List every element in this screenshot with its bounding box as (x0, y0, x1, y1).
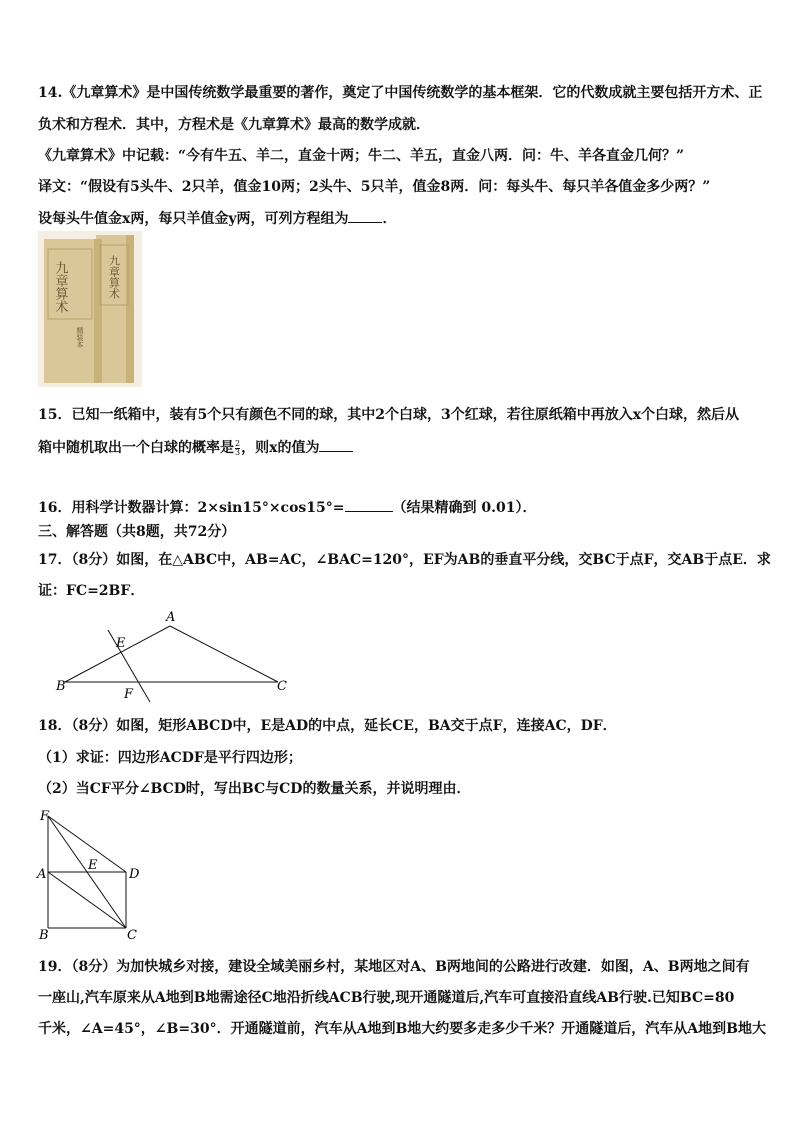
q16-prompt: 16．用科学计数器计算：2×sin15°×cos15°= (38, 500, 345, 516)
q17-figure (40, 604, 290, 708)
q15-line-2 (38, 437, 758, 458)
q15-line-1: 15．已知一纸箱中，装有5个只有颜色不同的球，其中2个白球，3个红球，若往原纸箱中再放入x个白球，然后从 (38, 407, 740, 423)
q19-line-3: 千米，∠A=45°，∠B=30°．开通隧道前，汽车从A地到B地大约要多走多少千米？开通隧道后，汽车从A地到B地大 (38, 1021, 766, 1037)
q16-note: （结果精确到 0.01）． (392, 500, 537, 516)
q17-line-1: 17．（8分）如图，在△ABC中，AB=AC，∠BAC=120°，EF为AB的垂直平分线，交BC于点F，交AB于点E．求 (38, 552, 771, 568)
q15-prompt: 箱中随机取出一个白球的概率是 (38, 440, 234, 456)
q17-label-E: E (116, 636, 126, 651)
q17-label-B: B (56, 679, 66, 694)
q14-prompt: 设每头牛值金x两，每只羊值金y两，可列方程组为 (38, 211, 349, 227)
book-cover-title: 九章算术 (52, 261, 68, 313)
q18-line-3: （2）当CF平分∠BCD时，写出BC与CD的数量关系，并说明理由． (38, 781, 471, 797)
q18-line-1: 18．（8分）如图，矩形ABCD中，E是AD的中点，延长CE，BA交于点F，连接AC，DF． (38, 718, 617, 734)
q19-line-1: 19．（8分）为加快城乡对接，建设全域美丽乡村，某地区对A、B两地间的公路进行改建．如图，A、B两地之间有 (38, 959, 750, 975)
q14-line-1: 14.《九章算术》是中国传统数学最重要的著作，奠定了中国传统数学的基本框架．它的代数成就主要包括开方术、正 (38, 85, 763, 101)
book-volume-2-title: 九章算术 (107, 255, 121, 299)
q15-answer-blank (319, 437, 353, 452)
q16-line-1 (38, 497, 758, 518)
q18-figure (34, 806, 144, 946)
q19-line-2: 一座山,汽车原来从A地到B地需途径C地沿折线ACB行驶,现开通隧道后,汽车可直接沿直线AB行驶.已知BC=80 (38, 990, 735, 1006)
q16-answer-blank (345, 497, 393, 512)
book-photo (38, 231, 142, 387)
book-volume-1-spine (94, 239, 102, 383)
q14-period: ． (382, 211, 397, 227)
q14-line-4: 译文：“假设有5头牛、2只羊，值金10两；2头牛、5只羊，值金8两．问：每头牛、每只羊各值金多少两？” (38, 179, 711, 195)
q14-answer-blank (348, 208, 382, 223)
q17-label-A: A (166, 610, 176, 625)
section-3-title: 三、解答题（共8题，共72分） (38, 524, 236, 540)
q18-label-A: A (37, 867, 47, 882)
q15-prompt-cont: ，则x的值为 (241, 440, 320, 456)
q18-label-D: D (129, 867, 140, 882)
q15-frac-numerator: 2 (235, 438, 241, 448)
q18-line-2: （1）求证：四边形ACDF是平行四边形； (38, 750, 302, 766)
q17-label-C: C (277, 679, 287, 694)
q18-label-B: B (39, 928, 49, 942)
book-cover-subtitle: 精装本 (76, 327, 84, 348)
q18-label-C: C (127, 928, 137, 942)
q17-line-2: 证：FC=2BF． (38, 583, 145, 599)
q18-label-F: F (40, 809, 50, 824)
q15-frac-denominator: 3 (235, 447, 241, 457)
book-volume-2-spine (126, 235, 134, 383)
q15-probability-fraction (235, 440, 240, 457)
q14-line-5 (38, 208, 758, 229)
q18-label-E: E (88, 858, 98, 873)
q14-line-2: 负术和方程术．其中，方程术是《九章算术》最高的数学成就． (38, 117, 430, 133)
q14-line-3: 《九章算术》中记载：“今有牛五、羊二，直金十两；牛二、羊五，直金八两．问：牛、羊各直金几何？” (38, 148, 685, 164)
q17-label-F: F (124, 687, 134, 702)
